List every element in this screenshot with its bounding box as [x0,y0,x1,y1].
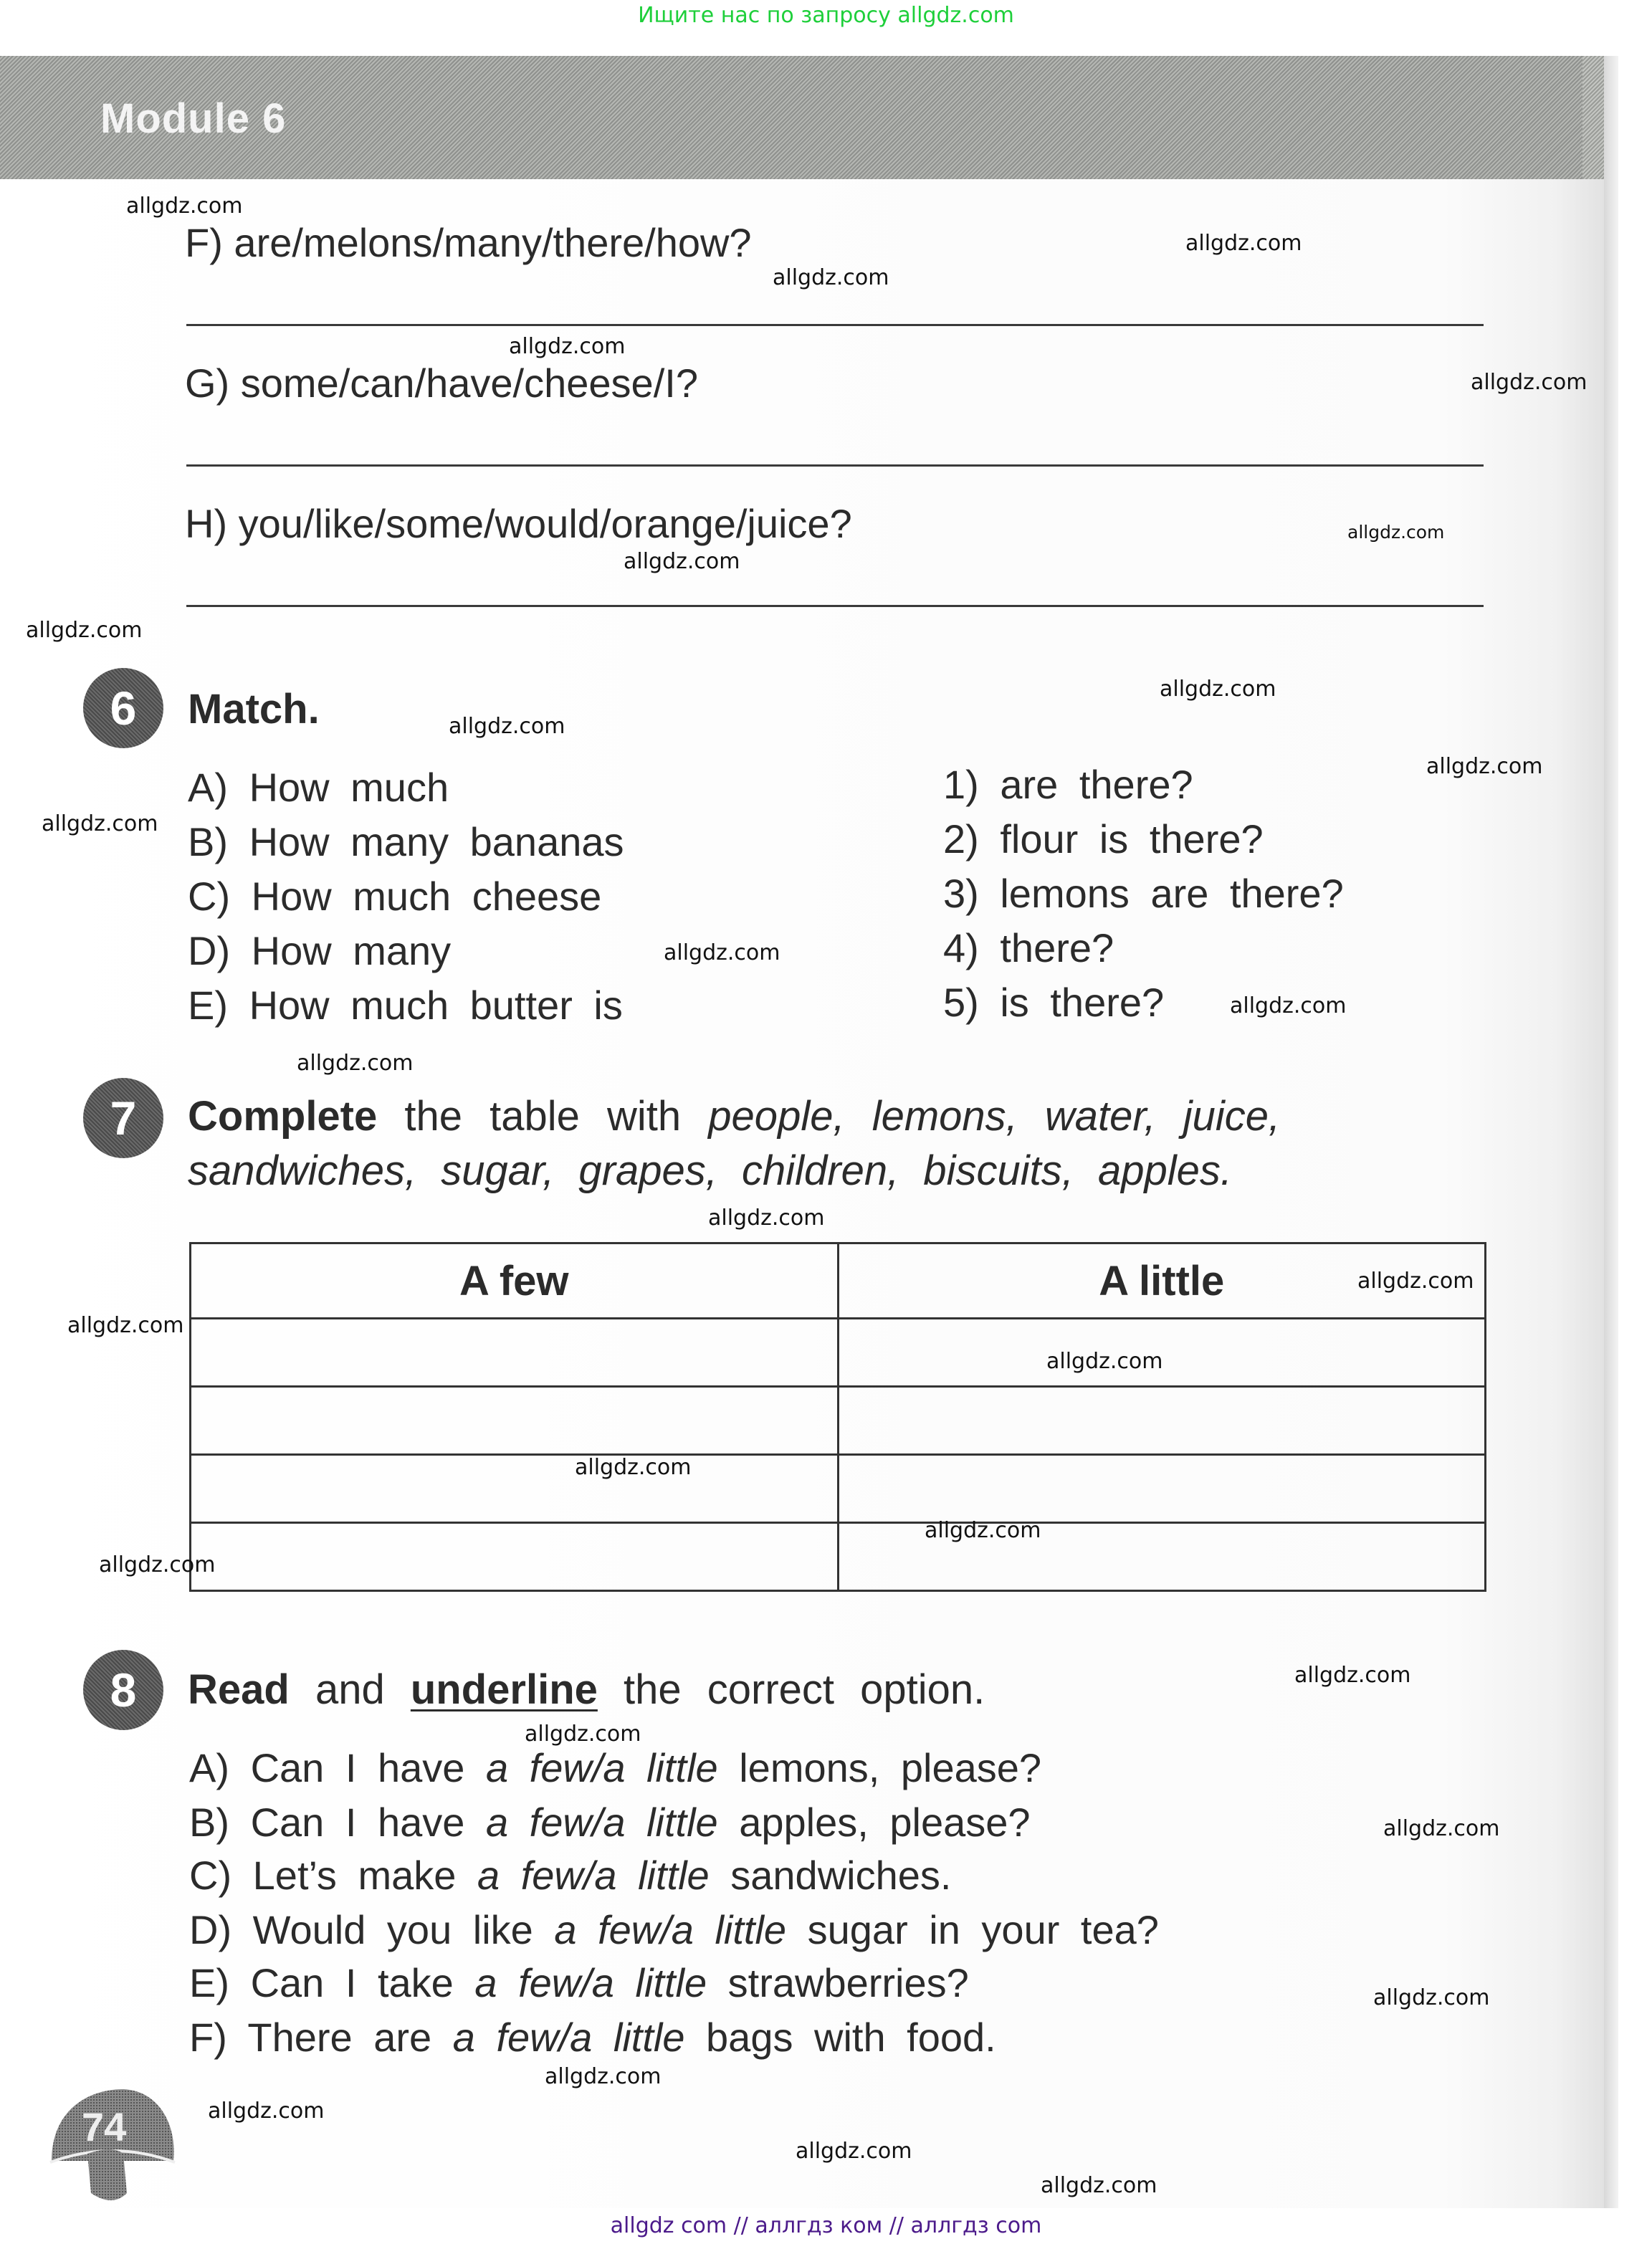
watermark: allgdz.com [575,1455,692,1480]
watermark: allgdz.com [664,940,780,965]
exercise-instruction: Complete the table with people, lemons, water, juice, [188,1093,1281,1140]
answer-cell[interactable] [191,1319,839,1387]
bottom-banner[interactable]: allgdz com // аллгдз ком // аллгдз com [610,2213,1042,2238]
answer-cell[interactable] [838,1387,1486,1455]
match-left-item: B) How many bananas [188,819,624,864]
match-right-item: 3) lemons are there? [943,871,1344,916]
watermark: allgdz.com [67,1313,184,1338]
watermark: allgdz.com [297,1051,414,1076]
watermark: allgdz.com [126,194,243,219]
option-sentence: A) Can I have a few/a little lemons, please? [189,1745,1042,1790]
answer-cell[interactable] [191,1523,839,1591]
page-spine-shadow [1604,56,1618,2208]
watermark: allgdz.com [1046,1349,1163,1374]
watermark: allgdz.com [545,2064,662,2089]
option-sentence: E) Can I take a few/a little strawberries? [189,1960,969,2005]
option-sentence: F) There are a few/a little bags with food. [189,2015,996,2060]
exercise-title: Match. [188,686,320,732]
exercise-number-badge: 6 [83,668,163,748]
few-little-table [189,1242,1486,1592]
watermark: allgdz.com [509,334,626,359]
watermark: allgdz.com [449,714,565,739]
watermark: allgdz.com [26,618,143,643]
table-row [191,1455,1486,1523]
watermark: allgdz.com [1383,1816,1500,1841]
option-sentence: C) Let’s make a few/a little sandwiches. [189,1853,952,1898]
watermark: allgdz.com [1160,677,1276,702]
match-right-item: 4) there? [943,925,1114,970]
watermark: allgdz.com [42,811,158,836]
column-header-a-little: A little [838,1243,1486,1319]
match-right-item: 2) flour is there? [943,816,1264,861]
answer-cell[interactable] [191,1455,839,1523]
option-choice[interactable]: a few/a little [452,2015,685,2060]
option-choice[interactable]: a few/a little [554,1907,787,1952]
answer-cell[interactable] [838,1455,1486,1523]
option-choice[interactable]: a few/a little [474,1960,707,2005]
watermark: allgdz.com [99,1552,216,1577]
watermark: allgdz.com [624,549,740,574]
module-title: Module 6 [100,95,287,142]
watermark: allgdz.com [708,1205,825,1231]
watermark: allgdz.com [1471,370,1587,395]
reorder-question-f: F) are/melons/many/there/how? [185,220,752,265]
watermark: allgdz.com [925,1518,1041,1543]
match-left-item: E) How much butter is [188,983,623,1028]
exercise-word-list: sandwiches, sugar, grapes, children, biscuits, apples. [188,1147,1232,1194]
watermark: allgdz.com [1041,2173,1157,2198]
option-sentence: B) Can I have a few/a little apples, please? [189,1800,1031,1845]
exercise-instruction: Read and underline the correct option. [188,1666,985,1713]
watermark: allgdz.com [1426,754,1543,779]
watermark: allgdz.com [208,2099,325,2124]
match-left-item: D) How many [188,928,452,973]
page-number-mushroom-icon [44,2082,181,2204]
watermark: allgdz.com [1357,1269,1474,1294]
answer-cell[interactable] [191,1387,839,1455]
match-right-item: 5) is there? [943,980,1165,1025]
top-banner[interactable]: Ищите нас по запросу allgdz.com [638,3,1014,28]
option-choice[interactable]: a few/a little [485,1745,718,1790]
exercise-number-badge: 8 [83,1650,163,1730]
table-row [191,1387,1486,1455]
watermark: allgdz.com [525,1722,641,1747]
watermark: allgdz.com [773,265,889,290]
table-row [191,1319,1486,1387]
exercise-number-badge: 7 [83,1078,163,1158]
option-sentence: D) Would you like a few/a little sugar in your tea? [189,1907,1159,1952]
match-left-item: C) How much cheese [188,874,602,919]
match-right-item: 1) are there? [943,762,1193,807]
table-row [191,1523,1486,1591]
watermark: allgdz.com [1373,1985,1490,2010]
svg-text:74: 74 [82,2104,127,2149]
watermark: allgdz.com [796,2139,912,2164]
column-header-a-few: A few [191,1243,839,1319]
watermark: allgdz.com [1294,1663,1411,1688]
reorder-question-g: G) some/can/have/cheese/I? [185,361,698,406]
answer-line-f[interactable] [186,324,1484,326]
option-choice[interactable]: a few/a little [485,1800,718,1845]
option-choice[interactable]: a few/a little [477,1853,710,1898]
reorder-question-h: H) you/like/some/would/orange/juice? [185,501,852,546]
match-left-item: A) How much [188,765,449,810]
watermark: allgdz.com [1347,522,1445,543]
watermark: allgdz.com [1185,231,1302,256]
answer-line-h[interactable] [186,605,1484,607]
answer-line-g[interactable] [186,464,1484,467]
watermark: allgdz.com [1230,993,1347,1018]
